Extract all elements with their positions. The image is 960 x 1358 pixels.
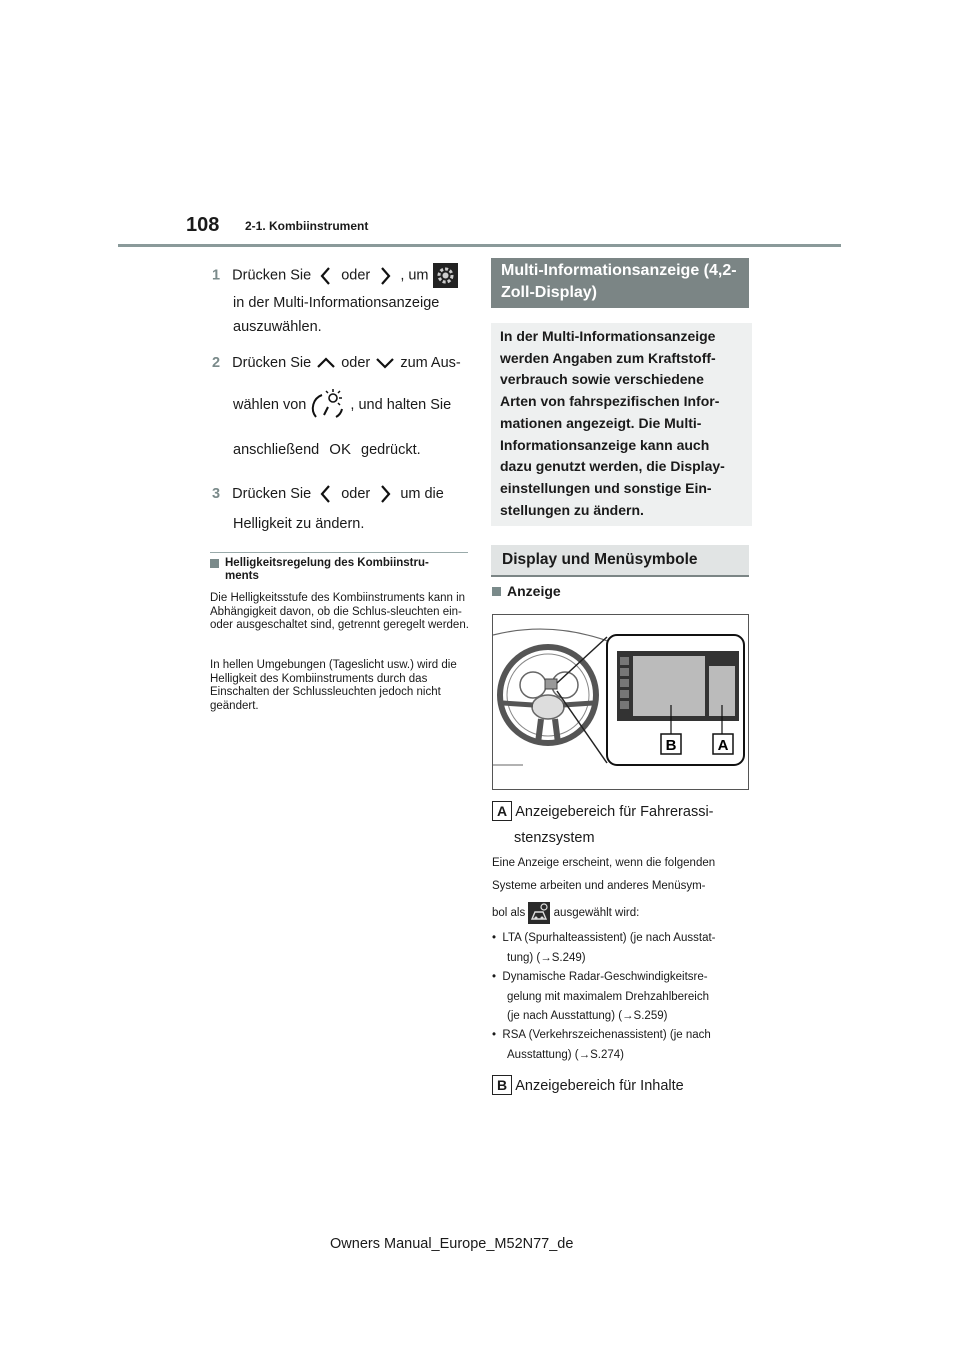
chevron-left-icon [315, 483, 337, 505]
chevron-up-icon [315, 353, 337, 373]
step-2-line-1: 2 Drücken Sie oder zum Aus- [212, 352, 461, 374]
step-3-number: 3 [212, 486, 221, 502]
note-paragraph-1: Die Helligkeitsstufe des Kombiinstruments kann in Abhängigkeit davon, ob die Schlus-sleuchten ein- oder ausgeschaltet sind, getrennt geregelt werden. [210, 592, 469, 631]
dashboard-figure [492, 614, 749, 790]
item-a-desc-1: Eine Anzeige erscheint, wenn die folgenden [492, 857, 716, 869]
brightness-dial-icon [310, 387, 346, 423]
chevron-right-icon [374, 265, 396, 287]
item-a-title-cont: stenzsystem [514, 830, 595, 846]
figure-callout-b: B [665, 737, 677, 754]
item-b-title: B Anzeigebereich für Inhalte [492, 1075, 684, 1095]
step-1-number: 1 [212, 267, 221, 284]
header-divider [118, 244, 841, 247]
item-a-desc-3: bol als ausgewählt wird: [492, 902, 639, 924]
heading-display-menu-icons: Display und Menüsymbole [491, 545, 749, 577]
label-b-badge: B [492, 1075, 512, 1095]
note-title: Helligkeitsregelung des Kombiinstru- ments [210, 557, 468, 583]
step-3-line-2: Helligkeit zu ändern. [233, 516, 365, 532]
ok-button-glyph: OK [329, 441, 351, 458]
settings-gear-icon [433, 263, 458, 288]
item-a-desc-2: Systeme arbeiten und anderes Menüsym- [492, 880, 706, 892]
section-title: 2-1. Kombiinstrument [245, 219, 369, 233]
step-1-line-2: in der Multi-Informationsanzeige [233, 295, 440, 311]
footer-doc-id: Owners Manual_Europe_M52N77_de [330, 1236, 574, 1252]
subheading-anzeige: Anzeige [492, 583, 561, 599]
intro-box: In der Multi-Informationsanzeige werden Angaben zum Kraftstoff-verbrauch sowie verschiedene Arten von fahrspezifischen Infor-mationen angezeigt. Die Multi-Informationsanzeige kann auch dazu genutzt werden, die Display-einstellungen und sonstige Ein-stellungen zu ändern. [491, 323, 752, 526]
driver-assist-icon [528, 902, 550, 924]
dashboard-illustration [493, 615, 748, 789]
figure-callout-a: A [717, 737, 729, 754]
step-1-line-1: 1 Drücken Sie oder , um [212, 263, 458, 288]
step-2-line-3: anschließend OK gedrückt. [233, 439, 421, 461]
list-item: • Dynamische Radar-Geschwindigkeitsre- gelung mit maximalem Drehzahlbereich (je nach Ausstattung) (→S.259) [492, 971, 709, 1022]
step-3-line-1: 3 Drücken Sie oder um die [212, 483, 444, 505]
step-2-line-2: wählen von , und halten Sie [233, 387, 451, 423]
list-item: • RSA (Verkehrszeichenassistent) (je nach Ausstattung) (→S.274) [492, 1029, 711, 1061]
step-1-line-3: auszuwählen. [233, 319, 322, 335]
chevron-left-icon [315, 265, 337, 287]
step-2-number: 2 [212, 355, 221, 371]
item-a-title: A Anzeigebereich für Fahrerassi- [492, 801, 714, 821]
page-number: 108 [186, 214, 220, 236]
heading-multi-info-display: Multi-Informationsanzeige (4,2-Zoll-Display) [491, 258, 749, 308]
note-paragraph-2: In hellen Umgebungen (Tageslicht usw.) wird die Helligkeit des Kombiinstruments durch das Einschalten der Schlussleuchten jedoch nicht geändert. [210, 659, 457, 712]
list-item: • LTA (Spurhalteassistent) (je nach Ausstat- tung) (→S.249) [492, 932, 716, 964]
chevron-down-icon [374, 353, 396, 373]
label-a-badge: A [492, 801, 512, 821]
note-divider [210, 552, 468, 553]
chevron-right-icon [374, 483, 396, 505]
